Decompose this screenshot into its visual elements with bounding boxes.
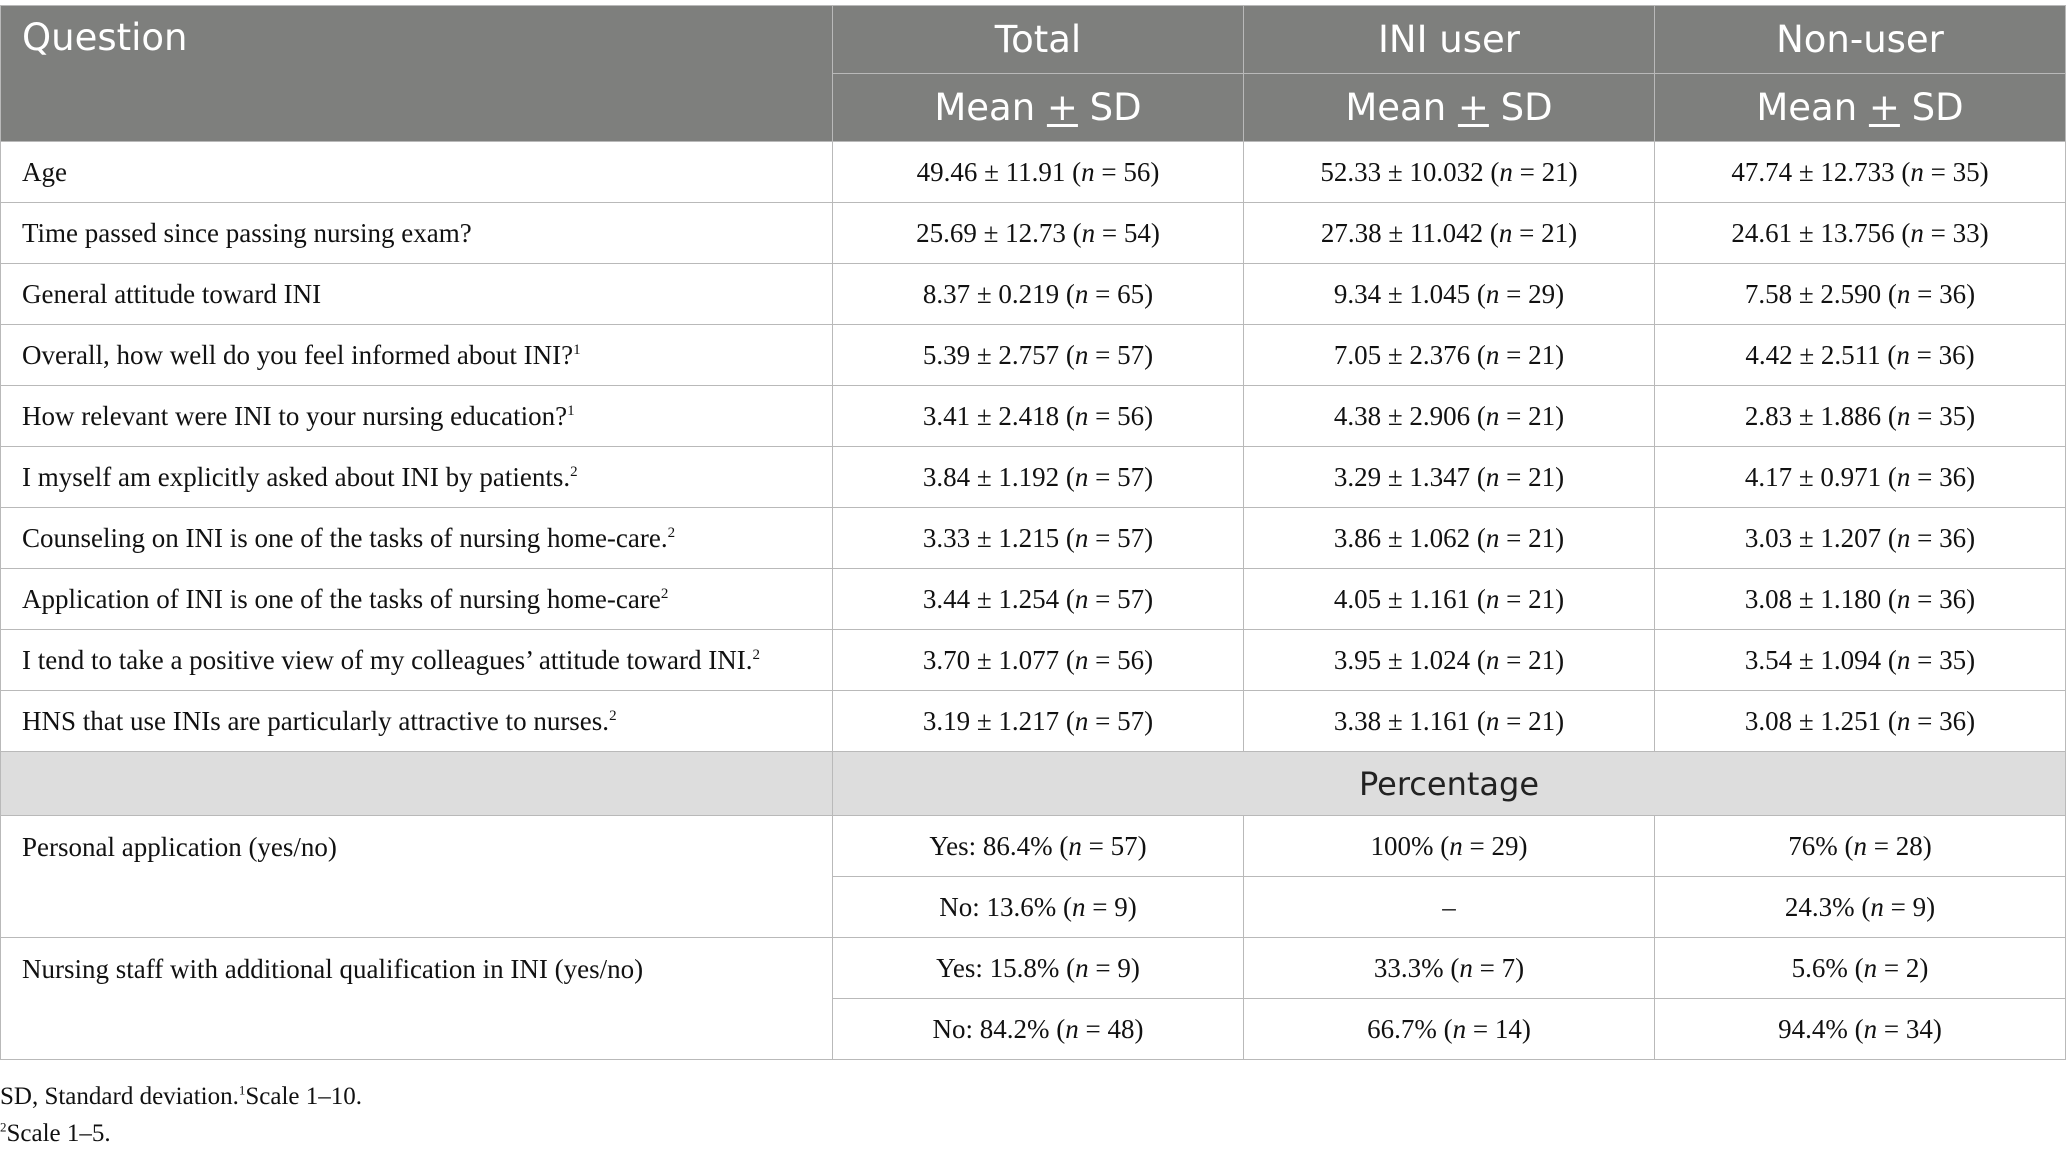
n-count: = 14) xyxy=(1466,1013,1531,1044)
value-non-user xyxy=(1655,142,2066,203)
value-ini-user xyxy=(1244,264,1655,325)
value-non-user xyxy=(1655,325,2066,386)
value-total xyxy=(833,203,1244,264)
value-ini-user xyxy=(1244,630,1655,691)
value-text: 3.08 ± 1.251 ( xyxy=(1744,705,1897,736)
value-ini-user xyxy=(1244,447,1655,508)
n-symbol: n xyxy=(1074,705,1089,736)
n-count: = 57) xyxy=(1088,705,1154,736)
percentage-spacer xyxy=(1,752,833,816)
percentage-label: Percentage xyxy=(833,752,2066,816)
n-symbol: n xyxy=(1459,952,1473,983)
value-ini-user xyxy=(1244,938,1655,999)
question-cell xyxy=(1,447,833,508)
n-count: = 21) xyxy=(1512,156,1578,187)
question-cell xyxy=(1,938,833,1060)
value-total xyxy=(833,691,1244,752)
value-total xyxy=(833,938,1244,999)
table-row xyxy=(1,691,2066,752)
value-text: 3.54 ± 1.094 ( xyxy=(1744,644,1897,675)
footnote-2 xyxy=(0,1115,362,1152)
value-text: 3.95 ± 1.024 ( xyxy=(1333,644,1486,675)
table-row xyxy=(1,938,2066,999)
value-text: 9.34 ± 1.045 ( xyxy=(1333,278,1486,309)
n-count: = 57) xyxy=(1088,583,1154,614)
value-total xyxy=(833,325,1244,386)
value-text: – xyxy=(1442,891,1456,922)
n-symbol: n xyxy=(1896,339,1910,370)
percentage-row xyxy=(1,752,2066,816)
question-cell xyxy=(1,816,833,938)
n-symbol: n xyxy=(1074,339,1089,370)
table-row xyxy=(1,264,2066,325)
question-cell xyxy=(1,691,833,752)
n-count: = 48) xyxy=(1078,1013,1144,1044)
n-symbol: n xyxy=(1896,461,1911,492)
value-ini-user xyxy=(1244,325,1655,386)
value-text: 66.7% ( xyxy=(1367,1013,1453,1044)
n-count: = 9) xyxy=(1088,952,1140,983)
n-symbol: n xyxy=(1074,400,1089,431)
n-symbol: n xyxy=(1485,522,1500,553)
value-text: 3.86 ± 1.062 ( xyxy=(1333,522,1486,553)
question-text: Application of INI is one of the tasks of nursing home-care xyxy=(22,583,661,614)
n-count: = 54) xyxy=(1095,217,1160,248)
table-body xyxy=(1,142,2066,1060)
n-count: = 65) xyxy=(1088,278,1154,309)
n-symbol: n xyxy=(1452,1013,1467,1044)
n-count: = 28) xyxy=(1867,830,1932,861)
value-non-user xyxy=(1655,630,2066,691)
value-text: 3.03 ± 1.207 ( xyxy=(1744,522,1897,553)
table-row xyxy=(1,386,2066,447)
n-count: = 29) xyxy=(1499,278,1565,309)
value-text: No: 13.6% ( xyxy=(939,891,1072,922)
value-text: 94.4% ( xyxy=(1778,1013,1864,1044)
n-count: = 21) xyxy=(1499,339,1565,370)
value-text: 24.61 ± 13.756 ( xyxy=(1731,217,1911,248)
question-text: Counseling on INI is one of the tasks of nursing home-care. xyxy=(22,522,668,553)
question-text: Nursing staff with additional qualification in INI (yes/no) xyxy=(22,954,644,984)
n-symbol: n xyxy=(1863,1013,1878,1044)
value-text: 24.3% ( xyxy=(1784,891,1871,922)
value-total xyxy=(833,816,1244,877)
table-header xyxy=(1,6,2066,142)
value-text: Yes: 86.4% ( xyxy=(929,830,1069,861)
value-text: 3.70 ± 1.077 ( xyxy=(922,644,1075,675)
question-text: I tend to take a positive view of my colleagues’ attitude toward INI. xyxy=(22,644,753,675)
value-total xyxy=(833,877,1244,938)
stat-prefix: Mean xyxy=(1345,86,1458,129)
n-symbol: n xyxy=(1498,217,1513,248)
value-total xyxy=(833,264,1244,325)
question-text: Personal application (yes/no) xyxy=(22,832,337,862)
value-text: 4.38 ± 2.906 ( xyxy=(1333,400,1486,431)
value-ini-user xyxy=(1244,508,1655,569)
value-ini-user xyxy=(1244,877,1655,938)
n-symbol: n xyxy=(1075,952,1089,983)
value-text: 33.3% ( xyxy=(1373,952,1460,983)
stat-suffix: SD xyxy=(1488,86,1553,129)
value-text: No: 84.2% ( xyxy=(932,1013,1066,1044)
n-count: = 29) xyxy=(1462,830,1528,861)
footnote-ref: 1 xyxy=(567,402,575,419)
n-count: = 56) xyxy=(1094,156,1160,187)
value-non-user xyxy=(1655,203,2066,264)
table-row xyxy=(1,142,2066,203)
question-cell xyxy=(1,630,833,691)
value-text: 3.08 ± 1.180 ( xyxy=(1744,583,1897,614)
n-symbol: n xyxy=(1074,583,1089,614)
value-text: 52.33 ± 10.032 ( xyxy=(1320,156,1500,187)
n-count: = 35) xyxy=(1910,400,1976,431)
n-symbol: n xyxy=(1910,156,1924,187)
question-cell xyxy=(1,386,833,447)
value-text: 5.39 ± 2.757 ( xyxy=(922,339,1075,370)
n-count: = 34) xyxy=(1877,1013,1942,1044)
question-text: HNS that use INIs are particularly attractive to nurses. xyxy=(22,705,610,736)
stat-suffix: SD xyxy=(1077,86,1142,129)
n-count: = 56) xyxy=(1088,644,1154,675)
value-non-user xyxy=(1655,264,2066,325)
value-non-user xyxy=(1655,816,2066,877)
n-symbol: n xyxy=(1074,644,1089,675)
value-total xyxy=(833,630,1244,691)
value-text: 8.37 ± 0.219 ( xyxy=(922,278,1075,309)
value-non-user xyxy=(1655,999,2066,1060)
value-non-user xyxy=(1655,508,2066,569)
value-text: 3.44 ± 1.254 ( xyxy=(922,583,1075,614)
value-text: 2.83 ± 1.886 ( xyxy=(1744,400,1897,431)
value-text: 3.29 ± 1.347 ( xyxy=(1333,461,1486,492)
footnote-ref: 1 xyxy=(573,341,581,358)
n-symbol: n xyxy=(1485,705,1500,736)
question-cell xyxy=(1,203,833,264)
n-symbol: n xyxy=(1485,583,1500,614)
n-count: = 36) xyxy=(1910,461,1976,492)
footnote-ref: 2 xyxy=(667,524,676,541)
n-symbol: n xyxy=(1910,217,1924,248)
n-symbol: n xyxy=(1081,156,1095,187)
n-count: = 9) xyxy=(1085,891,1137,922)
n-symbol: n xyxy=(1896,400,1911,431)
n-count: = 57) xyxy=(1088,522,1154,553)
footnote-scale-10: Scale 1–10. xyxy=(245,1083,362,1110)
footnote-ref: 2 xyxy=(660,585,669,602)
n-symbol: n xyxy=(1074,278,1089,309)
value-ini-user xyxy=(1244,203,1655,264)
question-cell xyxy=(1,569,833,630)
n-symbol: n xyxy=(1896,583,1911,614)
value-non-user xyxy=(1655,569,2066,630)
value-text: 5.6% ( xyxy=(1791,952,1864,983)
value-ini-user xyxy=(1244,816,1655,877)
stat-pm: + xyxy=(1457,86,1489,129)
question-text: General attitude toward INI xyxy=(22,278,322,309)
n-count: = 36) xyxy=(1910,278,1976,309)
footnote-ref: 2 xyxy=(752,646,761,663)
value-text: 3.38 ± 1.161 ( xyxy=(1333,705,1486,736)
stat-pm: + xyxy=(1868,86,1900,129)
question-text: I myself am explicitly asked about INI by patients. xyxy=(22,461,571,492)
value-text: 27.38 ± 11.042 ( xyxy=(1320,217,1499,248)
n-count: = 57) xyxy=(1088,339,1154,370)
header-stat-total xyxy=(833,74,1244,142)
question-cell xyxy=(1,508,833,569)
n-count: = 21) xyxy=(1499,400,1565,431)
value-total xyxy=(833,447,1244,508)
value-text: 4.17 ± 0.971 ( xyxy=(1744,461,1897,492)
footnote-marker-1: 1 xyxy=(238,1082,246,1098)
value-ini-user xyxy=(1244,691,1655,752)
header-group-non-user: Non-user xyxy=(1655,6,2066,74)
value-total xyxy=(833,386,1244,447)
stat-prefix: Mean xyxy=(1756,86,1869,129)
n-symbol: n xyxy=(1485,339,1500,370)
n-symbol: n xyxy=(1863,952,1878,983)
n-symbol: n xyxy=(1449,830,1463,861)
table-row xyxy=(1,569,2066,630)
value-text: 49.46 ± 11.91 ( xyxy=(916,156,1082,187)
n-count: = 35) xyxy=(1923,156,1989,187)
n-symbol: n xyxy=(1065,1013,1079,1044)
n-count: = 36) xyxy=(1910,583,1976,614)
table-row xyxy=(1,203,2066,264)
value-text: 7.58 ± 2.590 ( xyxy=(1744,278,1897,309)
n-count: = 36) xyxy=(1910,705,1976,736)
value-ini-user xyxy=(1244,999,1655,1060)
n-symbol: n xyxy=(1074,461,1089,492)
results-table xyxy=(0,5,2066,1060)
value-text: Yes: 15.8% ( xyxy=(936,952,1076,983)
table-row xyxy=(1,447,2066,508)
table-row xyxy=(1,508,2066,569)
table-row xyxy=(1,816,2066,877)
header-group-ini-user: INI user xyxy=(1244,6,1655,74)
value-total xyxy=(833,999,1244,1060)
header-stat-ini-user xyxy=(1244,74,1655,142)
n-count: = 57) xyxy=(1081,830,1147,861)
footnote-ref: 2 xyxy=(609,707,617,724)
stat-prefix: Mean xyxy=(934,86,1047,129)
question-text: How relevant were INI to your nursing education? xyxy=(22,400,568,431)
n-count: = 57) xyxy=(1088,461,1154,492)
table-row xyxy=(1,325,2066,386)
value-total xyxy=(833,569,1244,630)
question-cell xyxy=(1,264,833,325)
n-symbol: n xyxy=(1072,891,1086,922)
n-count: = 21) xyxy=(1499,583,1565,614)
n-symbol: n xyxy=(1074,522,1089,553)
header-stat-non-user xyxy=(1655,74,2066,142)
value-total xyxy=(833,142,1244,203)
n-symbol: n xyxy=(1896,644,1911,675)
footnote-sd: SD, Standard deviation. xyxy=(0,1083,239,1110)
value-text: 100% ( xyxy=(1370,830,1450,861)
footnote-1 xyxy=(0,1078,362,1115)
value-text: 4.05 ± 1.161 ( xyxy=(1333,583,1486,614)
value-text: 3.41 ± 2.418 ( xyxy=(922,400,1075,431)
n-symbol: n xyxy=(1870,891,1884,922)
value-ini-user xyxy=(1244,142,1655,203)
question-cell xyxy=(1,325,833,386)
value-text: 3.84 ± 1.192 ( xyxy=(922,461,1075,492)
n-symbol: n xyxy=(1499,156,1513,187)
n-count: = 36) xyxy=(1909,339,1975,370)
footnote-ref: 2 xyxy=(570,463,578,480)
n-symbol: n xyxy=(1896,522,1911,553)
value-total xyxy=(833,508,1244,569)
value-non-user xyxy=(1655,691,2066,752)
n-count: = 56) xyxy=(1088,400,1154,431)
n-count: = 21) xyxy=(1499,644,1565,675)
value-text: 4.42 ± 2.511 ( xyxy=(1745,339,1897,370)
n-symbol: n xyxy=(1853,830,1867,861)
question-text: Overall, how well do you feel informed about INI? xyxy=(22,339,574,370)
value-text: 3.19 ± 1.217 ( xyxy=(922,705,1075,736)
n-count: = 2) xyxy=(1877,952,1929,983)
n-symbol: n xyxy=(1485,644,1500,675)
n-count: = 7) xyxy=(1472,952,1525,983)
n-count: = 36) xyxy=(1910,522,1976,553)
value-text: 76% ( xyxy=(1788,830,1854,861)
n-symbol: n xyxy=(1081,217,1096,248)
question-text: Time passed since passing nursing exam? xyxy=(22,217,472,248)
value-non-user xyxy=(1655,877,2066,938)
question-text: Age xyxy=(22,156,67,187)
n-count: = 21) xyxy=(1499,522,1565,553)
n-symbol: n xyxy=(1485,461,1500,492)
n-count: = 21) xyxy=(1499,461,1565,492)
n-count: = 21) xyxy=(1512,217,1578,248)
value-ini-user xyxy=(1244,386,1655,447)
value-text: 25.69 ± 12.73 ( xyxy=(916,217,1082,248)
value-non-user xyxy=(1655,386,2066,447)
header-question: Question xyxy=(1,6,833,142)
n-count: = 21) xyxy=(1499,705,1565,736)
n-symbol: n xyxy=(1896,278,1911,309)
n-symbol: n xyxy=(1485,278,1500,309)
value-non-user xyxy=(1655,447,2066,508)
table-row xyxy=(1,630,2066,691)
stat-pm: + xyxy=(1046,86,1078,129)
value-non-user xyxy=(1655,938,2066,999)
question-cell xyxy=(1,142,833,203)
footnote-marker-2: 2 xyxy=(0,1119,7,1135)
footnote-scale-5: Scale 1–5. xyxy=(6,1120,111,1147)
n-count: = 35) xyxy=(1910,644,1976,675)
stat-suffix: SD xyxy=(1899,86,1964,129)
n-symbol: n xyxy=(1068,830,1082,861)
n-count: = 33) xyxy=(1923,217,1989,248)
value-ini-user xyxy=(1244,569,1655,630)
value-text: 7.05 ± 2.376 ( xyxy=(1333,339,1486,370)
n-symbol: n xyxy=(1485,400,1500,431)
n-symbol: n xyxy=(1896,705,1911,736)
value-text: 47.74 ± 12.733 ( xyxy=(1731,156,1911,187)
header-group-total: Total xyxy=(833,6,1244,74)
footnotes xyxy=(0,1078,362,1152)
n-count: = 9) xyxy=(1883,891,1936,922)
value-text: 3.33 ± 1.215 ( xyxy=(922,522,1075,553)
